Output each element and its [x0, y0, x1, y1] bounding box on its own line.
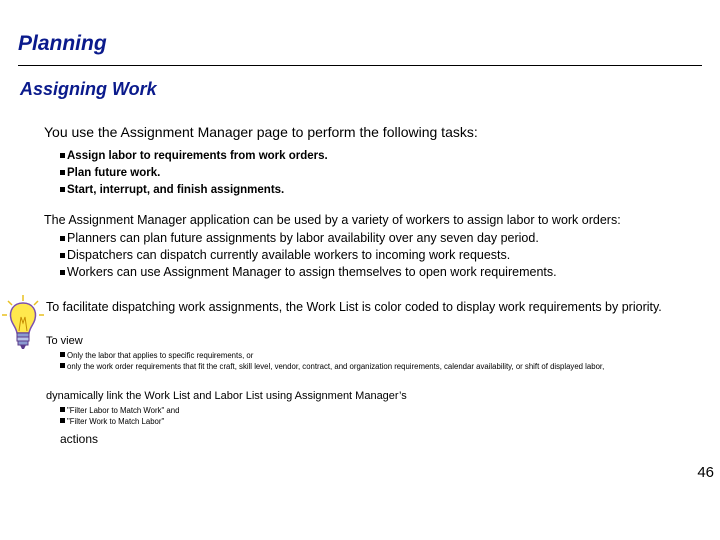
list-item: "Filter Labor to Match Work" and — [60, 405, 179, 416]
list-item: only the work order requirements that fit the craft, skill level, vendor, contract, and organization requirements, calendar availability, or shift of displayed labor, — [60, 361, 670, 372]
to-view-text: To view — [46, 335, 83, 347]
tasks-list — [60, 148, 328, 199]
bullet-icon — [60, 187, 65, 192]
intro-text: You use the Assignment Manager page to perform the following tasks: — [44, 124, 478, 140]
list-item: Only the labor that applies to specific requirements, or — [60, 350, 670, 361]
bullet-icon — [60, 153, 65, 158]
page-number: 46 — [697, 464, 714, 481]
list-item: Planners can plan future assignments by labor availability over any seven day period. — [60, 230, 557, 247]
actions-list — [60, 405, 179, 427]
section-subtitle: Assigning Work — [20, 79, 157, 99]
bullet-icon — [60, 270, 65, 275]
view-items-list — [60, 350, 670, 372]
bullet-icon — [60, 236, 65, 241]
bullet-icon — [60, 352, 65, 357]
tip-text: To facilitate dispatching work assignments, the Work List is color coded to display work requirements by priority. — [46, 300, 662, 314]
bullet-icon — [60, 170, 65, 175]
list-item: Dispatchers can dispatch currently available workers to incoming work requests. — [60, 247, 557, 264]
bullet-icon — [60, 253, 65, 258]
list-item: Assign labor to requirements from work orders. — [60, 148, 328, 165]
usage-intro-text: The Assignment Manager application can be used by a variety of workers to assign labor to work orders: — [44, 213, 621, 227]
link-text: dynamically link the Work List and Labor List using Assignment Manager’s — [46, 390, 407, 402]
bullet-icon — [60, 407, 65, 412]
bullet-icon — [60, 418, 65, 423]
title-divider — [18, 65, 702, 66]
actions-text: actions — [60, 432, 99, 446]
list-item: Start, interrupt, and finish assignments. — [60, 182, 328, 199]
bullet-icon — [60, 363, 65, 368]
slide-title: Planning — [18, 32, 107, 55]
list-item: Workers can use Assignment Manager to assign themselves to open work requirements. — [60, 264, 557, 281]
list-item: Plan future work. — [60, 165, 328, 182]
lightbulb-icon — [0, 293, 46, 353]
list-item: "Filter Work to Match Labor" — [60, 416, 179, 427]
usage-list — [60, 230, 557, 281]
